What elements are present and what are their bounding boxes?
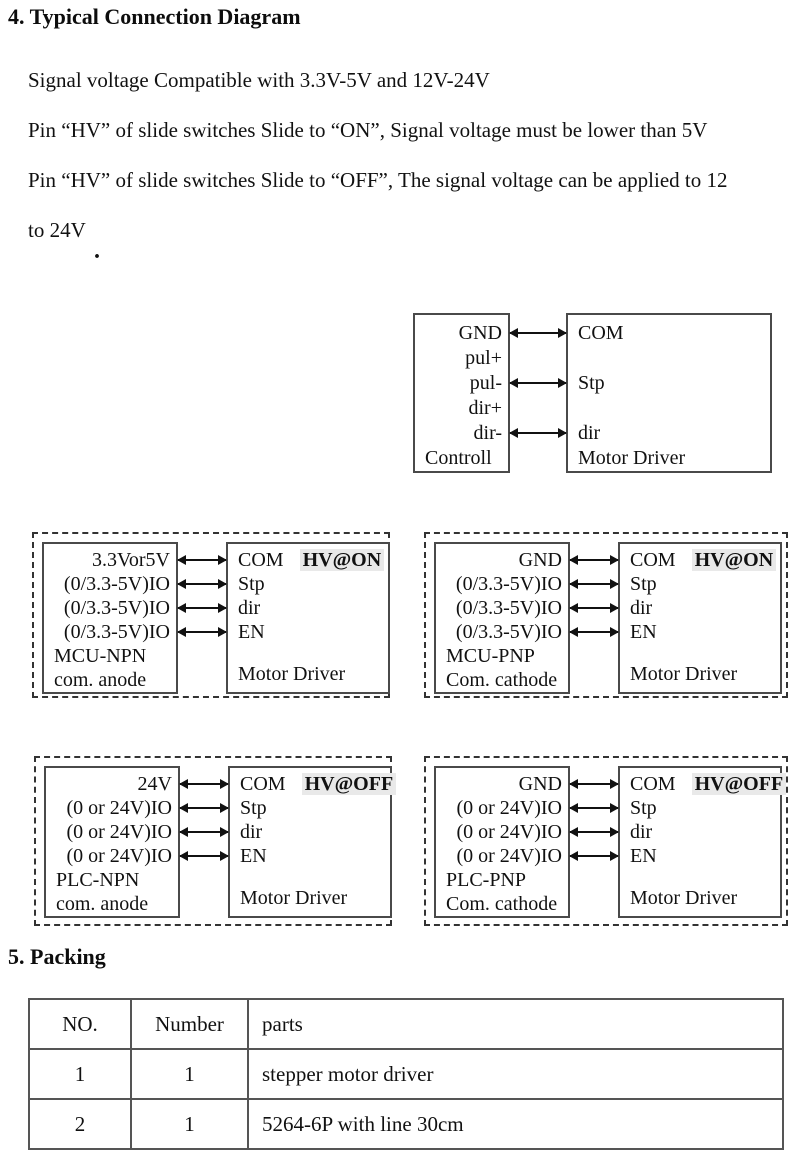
- pin-label: 24V: [137, 773, 172, 795]
- pin-label: Stp: [238, 573, 265, 595]
- hv-mode-badge: HV@ON: [300, 549, 385, 571]
- mcu-pnp-diagram: [424, 532, 788, 698]
- motor-driver-box: [566, 313, 772, 473]
- motor-driver-label: Motor Driver: [578, 447, 686, 469]
- table-row: [29, 1049, 783, 1099]
- pin-label: Stp: [630, 573, 657, 595]
- cell-number: 1: [131, 1049, 248, 1099]
- bidirectional-arrow: [570, 855, 618, 857]
- packing-table: [28, 998, 784, 1150]
- pin-label: (0 or 24V)IO: [456, 821, 562, 843]
- plc-npn-box: [44, 766, 180, 918]
- pin-label: dir: [630, 821, 653, 843]
- hv-mode-badge: HV@OFF: [302, 773, 397, 795]
- pin-label: (0 or 24V)IO: [66, 797, 172, 819]
- cell-number: 1: [131, 1099, 248, 1149]
- bidirectional-arrow: [180, 807, 228, 809]
- pin-label: (0 or 24V)IO: [456, 797, 562, 819]
- pin-label: (0/3.3-5V)IO: [455, 573, 562, 595]
- wiring-label: com. anode: [54, 669, 147, 691]
- stray-period: .: [94, 238, 100, 264]
- pin-label: Stp: [240, 797, 267, 819]
- section-5-heading: 5. Packing: [8, 944, 106, 969]
- plc-pnp-diagram: [424, 756, 788, 926]
- cell-parts: stepper motor driver: [248, 1049, 783, 1099]
- pin-label: COM: [238, 549, 284, 571]
- pin-label: dir: [578, 422, 601, 444]
- pin-label: dir: [630, 597, 653, 619]
- plc-pnp-box: [434, 766, 570, 918]
- bidirectional-arrow: [510, 432, 566, 434]
- pin-label: (0 or 24V)IO: [66, 821, 172, 843]
- pin-label: dir: [240, 821, 263, 843]
- bidirectional-arrow: [570, 559, 618, 561]
- pin-label: COM: [578, 322, 624, 344]
- pin-label: EN: [630, 621, 657, 643]
- pin-label: COM: [240, 773, 286, 795]
- pin-label: 3.3Vor5V: [92, 549, 170, 571]
- pin-label: (0/3.3-5V)IO: [455, 621, 562, 643]
- pin-label: dir-: [473, 422, 502, 444]
- cell-no: 1: [29, 1049, 131, 1099]
- bidirectional-arrow: [178, 607, 226, 609]
- bidirectional-arrow: [570, 583, 618, 585]
- device-label: MCU-NPN: [54, 645, 147, 667]
- motor-driver-box: [618, 542, 782, 694]
- bidirectional-arrow: [570, 631, 618, 633]
- motor-driver-label: Motor Driver: [238, 663, 346, 685]
- pin-label: GND: [518, 549, 562, 571]
- pin-label: (0/3.3-5V)IO: [63, 597, 170, 619]
- controller-diagram: [413, 313, 772, 473]
- bidirectional-arrow: [178, 559, 226, 561]
- pin-label: EN: [238, 621, 265, 643]
- bidirectional-arrow: [510, 332, 566, 334]
- column-header-number: Number: [131, 999, 248, 1049]
- controller-box: [413, 313, 510, 473]
- device-label: PLC-PNP: [446, 869, 527, 891]
- paragraph-line: Pin “HV” of slide switches Slide to “ON”, Signal voltage must be lower than 5V: [28, 118, 708, 142]
- pin-label: dir: [238, 597, 261, 619]
- pin-label: (0 or 24V)IO: [456, 845, 562, 867]
- wiring-label: Com. cathode: [446, 669, 558, 691]
- table-header-row: [29, 999, 783, 1049]
- pin-label: COM: [630, 773, 676, 795]
- motor-driver-box: [618, 766, 782, 918]
- bidirectional-arrow: [180, 831, 228, 833]
- column-header-no: NO.: [29, 999, 131, 1049]
- cell-parts: 5264-6P with line 30cm: [248, 1099, 783, 1149]
- signal-voltage-paragraph: [28, 55, 727, 255]
- pin-label: EN: [630, 845, 657, 867]
- wiring-label: com. anode: [56, 893, 149, 915]
- bidirectional-arrow: [510, 382, 566, 384]
- pin-label: Stp: [578, 372, 605, 394]
- bidirectional-arrow: [180, 855, 228, 857]
- motor-driver-box: [226, 542, 390, 694]
- pin-label: Stp: [630, 797, 657, 819]
- pin-label: dir+: [468, 397, 502, 419]
- table-row: [29, 1099, 783, 1149]
- section-4-heading: 4. Typical Connection Diagram: [8, 4, 301, 29]
- motor-driver-label: Motor Driver: [630, 887, 738, 909]
- bidirectional-arrow: [178, 631, 226, 633]
- column-header-parts: parts: [248, 999, 783, 1049]
- bidirectional-arrow: [570, 831, 618, 833]
- motor-driver-label: Motor Driver: [240, 887, 348, 909]
- bidirectional-arrow: [570, 807, 618, 809]
- pin-label: (0/3.3-5V)IO: [63, 621, 170, 643]
- bidirectional-arrow: [570, 607, 618, 609]
- paragraph-line: Signal voltage Compatible with 3.3V-5V and 12V-24V: [28, 68, 490, 92]
- bidirectional-arrow: [178, 583, 226, 585]
- pin-label: EN: [240, 845, 267, 867]
- bidirectional-arrow: [570, 783, 618, 785]
- mcu-npn-diagram: [32, 532, 390, 698]
- motor-driver-box: [228, 766, 392, 918]
- pin-label: (0 or 24V)IO: [66, 845, 172, 867]
- hv-mode-badge: HV@OFF: [692, 773, 787, 795]
- bidirectional-arrow: [180, 783, 228, 785]
- pin-label: GND: [518, 773, 562, 795]
- plc-npn-diagram: [34, 756, 392, 926]
- pin-label: (0/3.3-5V)IO: [455, 597, 562, 619]
- pin-label: GND: [458, 322, 502, 344]
- paragraph-line: to 24V: [28, 218, 86, 242]
- controller-box-label: Controll: [425, 447, 492, 469]
- pin-label: (0/3.3-5V)IO: [63, 573, 170, 595]
- wiring-label: Com. cathode: [446, 893, 558, 915]
- device-label: MCU-PNP: [446, 645, 535, 667]
- mcu-npn-box: [42, 542, 178, 694]
- hv-mode-badge: HV@ON: [692, 549, 777, 571]
- pin-label: pul-: [469, 372, 502, 394]
- cell-no: 2: [29, 1099, 131, 1149]
- paragraph-line: Pin “HV” of slide switches Slide to “OFF”, The signal voltage can be applied to 12: [28, 168, 728, 192]
- device-label: PLC-NPN: [56, 869, 140, 891]
- pin-label: COM: [630, 549, 676, 571]
- motor-driver-label: Motor Driver: [630, 663, 738, 685]
- pin-label: pul+: [465, 347, 502, 369]
- mcu-pnp-box: [434, 542, 570, 694]
